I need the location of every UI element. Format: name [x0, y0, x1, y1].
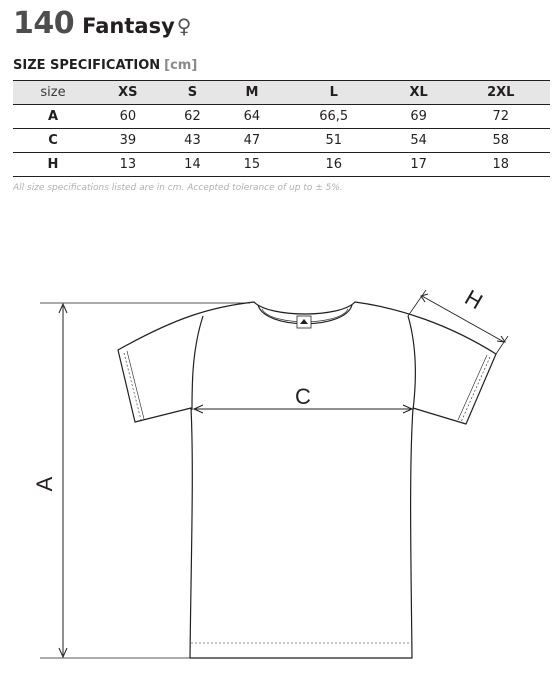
left-armhole-seam — [192, 316, 203, 410]
table-cell: 58 — [452, 129, 550, 153]
table-cell: 54 — [386, 129, 452, 153]
dimension-h-guide-left — [408, 290, 426, 316]
tshirt-body-outline — [118, 302, 496, 658]
column-header: M — [222, 81, 281, 105]
model-number: 140 — [13, 6, 75, 41]
table-cell: 17 — [386, 153, 452, 177]
column-header: S — [163, 81, 222, 105]
dimension-c-label: C — [295, 384, 311, 409]
tshirt-outline — [118, 302, 496, 658]
row-label: C — [13, 129, 93, 153]
table-cell: 18 — [452, 153, 550, 177]
table-cell: 39 — [93, 129, 163, 153]
table-cell: 60 — [93, 105, 163, 129]
column-header: L — [282, 81, 386, 105]
right-armhole-seam — [408, 316, 415, 410]
table-cell: 62 — [163, 105, 222, 129]
product-name: Fantasy — [82, 14, 175, 38]
table-cell: 15 — [222, 153, 281, 177]
row-label: H — [13, 153, 93, 177]
table-cell: 14 — [163, 153, 222, 177]
column-header: 2XL — [452, 81, 550, 105]
table-cell: 69 — [386, 105, 452, 129]
dimension-h-label: H — [460, 284, 487, 315]
table-cell: 16 — [282, 153, 386, 177]
table-cell: 72 — [452, 105, 550, 129]
arrow-h-start-icon — [421, 294, 428, 302]
table-cell: 64 — [222, 105, 281, 129]
table-cell: 51 — [282, 129, 386, 153]
unit-label: [cm] — [164, 58, 198, 73]
column-header: XL — [386, 81, 452, 105]
table-cell: 47 — [222, 129, 281, 153]
table-cell: 13 — [93, 153, 163, 177]
row-label: A — [13, 105, 93, 129]
table-cell: 66,5 — [282, 105, 386, 129]
right-sleeve-hem-stitch — [461, 357, 490, 422]
column-header: size — [13, 81, 93, 105]
left-sleeve-hem-line — [127, 351, 144, 419]
dimension-a-label: A — [32, 476, 57, 492]
dimension-h — [408, 290, 508, 354]
table-cell: 43 — [163, 129, 222, 153]
spec-title: SIZE SPECIFICATION [cm] — [13, 58, 198, 73]
column-header: XS — [93, 81, 163, 105]
tolerance-note: All size specifications listed are in cm. Accepted tolerance of up to ± 5%. — [13, 183, 343, 193]
female-symbol-icon: ♀ — [176, 14, 192, 38]
dimension-a — [40, 303, 250, 658]
